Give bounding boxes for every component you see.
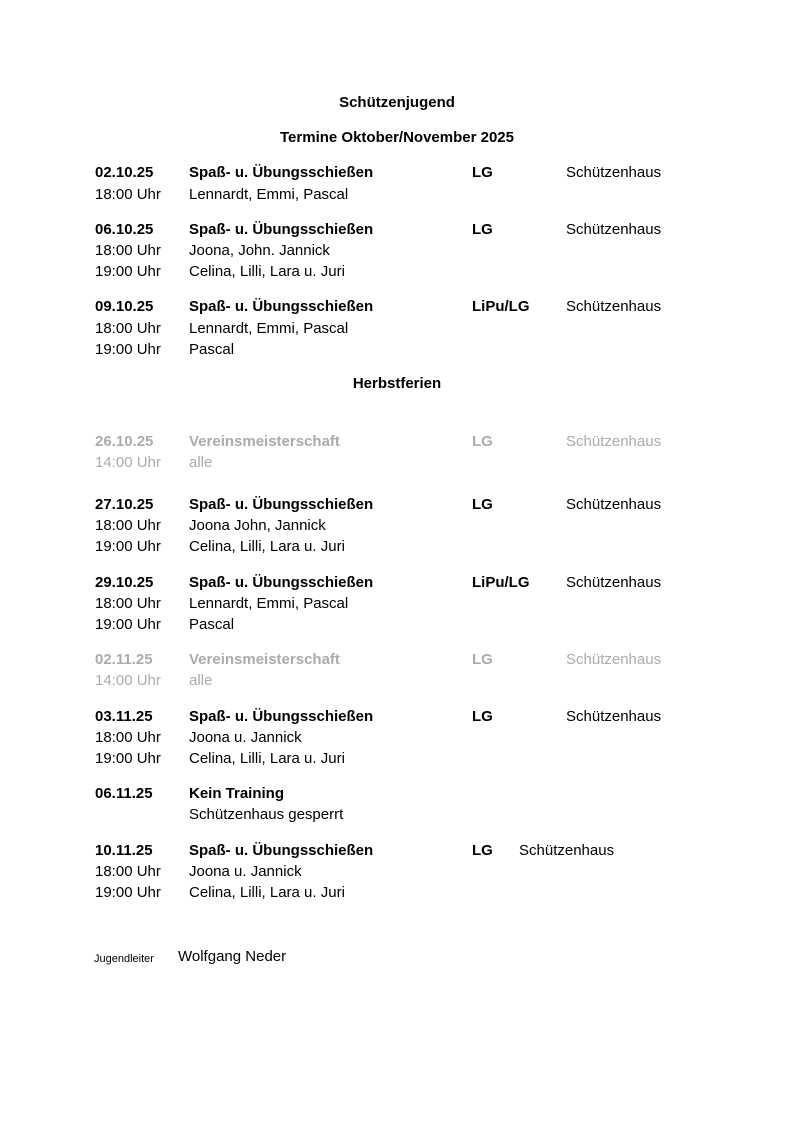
entry-type: LG <box>472 164 493 181</box>
entry-date: 26.10.25 <box>95 433 154 450</box>
entry-location: Schützenhaus <box>566 574 662 591</box>
entry-time: 19:00 Uhr <box>95 750 161 767</box>
entry-location: Schützenhaus <box>566 164 662 181</box>
entry-date: 02.11.25 <box>95 651 153 668</box>
holiday-heading: Herbstferien <box>352 375 442 392</box>
entry-names: Celina, Lilli, Lara u. Juri <box>189 750 345 767</box>
entry-location: Schützenhaus <box>566 433 662 450</box>
entry-event: Vereinsmeisterschaft <box>189 433 340 450</box>
footer-name: Wolfgang Neder <box>178 948 287 965</box>
entry-time: 18:00 Uhr <box>95 863 161 880</box>
entry-names: Joona John, Jannick <box>189 517 326 534</box>
entry-event: Vereinsmeisterschaft <box>189 651 340 668</box>
entry-type: LG <box>472 708 493 725</box>
entry-names: Celina, Lilli, Lara u. Juri <box>189 538 345 555</box>
entry-date: 06.11.25 <box>95 785 153 802</box>
entry-time: 18:00 Uhr <box>95 186 161 203</box>
entry-type: LG <box>472 433 493 450</box>
entry-names: alle <box>189 454 213 471</box>
entry-date: 27.10.25 <box>95 496 154 513</box>
entry-location: Schützenhaus <box>566 651 662 668</box>
entry-time: 14:00 Uhr <box>95 454 161 471</box>
entry-names: Joona u. Jannick <box>189 863 302 880</box>
entry-time: 14:00 Uhr <box>95 672 161 689</box>
entry-names: alle <box>189 672 213 689</box>
entry-names: Joona, John. Jannick <box>189 242 330 259</box>
entry-note: Schützenhaus gesperrt <box>189 806 344 823</box>
entry-names: Celina, Lilli, Lara u. Juri <box>189 263 345 280</box>
entry-time: 19:00 Uhr <box>95 341 161 358</box>
entry-time: 19:00 Uhr <box>95 884 161 901</box>
entry-type: LG <box>472 496 493 513</box>
entry-event: Spaß- u. Übungsschießen <box>189 708 374 725</box>
entry-type: LG <box>472 842 493 859</box>
entry-type: LiPu/LG <box>472 298 530 315</box>
entry-date: 10.11.25 <box>95 842 153 859</box>
entry-location: Schützenhaus <box>566 221 662 238</box>
entry-time: 18:00 Uhr <box>95 320 161 337</box>
entry-date: 02.10.25 <box>95 164 154 181</box>
entry-time: 19:00 Uhr <box>95 263 161 280</box>
entry-type: LG <box>472 221 493 238</box>
entry-date: 03.11.25 <box>95 708 153 725</box>
entry-time: 18:00 Uhr <box>95 517 161 534</box>
page-subtitle: Termine Oktober/November 2025 <box>280 129 514 146</box>
page-title: Schützenjugend <box>339 94 455 111</box>
footer-role: Jugendleiter <box>94 953 154 965</box>
entry-event: Kein Training <box>189 785 285 802</box>
entry-date: 29.10.25 <box>95 574 154 591</box>
entry-location: Schützenhaus <box>566 298 662 315</box>
entry-event: Spaß- u. Übungsschießen <box>189 574 374 591</box>
entry-names: Lennardt, Emmi, Pascal <box>189 320 349 337</box>
entry-location: Schützenhaus <box>519 842 615 859</box>
entry-event: Spaß- u. Übungsschießen <box>189 221 374 238</box>
entry-date: 06.10.25 <box>95 221 154 238</box>
entry-names: Lennardt, Emmi, Pascal <box>189 186 349 203</box>
entry-names: Celina, Lilli, Lara u. Juri <box>189 884 345 901</box>
entry-type: LG <box>472 651 493 668</box>
entry-time: 19:00 Uhr <box>95 538 161 555</box>
entry-event: Spaß- u. Übungsschießen <box>189 496 374 513</box>
entry-location: Schützenhaus <box>566 496 662 513</box>
entry-time: 18:00 Uhr <box>95 242 161 259</box>
entry-event: Spaß- u. Übungsschießen <box>189 298 374 315</box>
entry-names: Lennardt, Emmi, Pascal <box>189 595 349 612</box>
entry-names: Pascal <box>189 341 235 358</box>
entry-location: Schützenhaus <box>566 708 662 725</box>
entry-time: 19:00 Uhr <box>95 616 161 633</box>
entry-date: 09.10.25 <box>95 298 154 315</box>
entry-event: Spaß- u. Übungsschießen <box>189 842 374 859</box>
entry-event: Spaß- u. Übungsschießen <box>189 164 374 181</box>
entry-time: 18:00 Uhr <box>95 729 161 746</box>
entry-type: LiPu/LG <box>472 574 530 591</box>
entry-time: 18:00 Uhr <box>95 595 161 612</box>
entry-names: Pascal <box>189 616 235 633</box>
entry-names: Joona u. Jannick <box>189 729 302 746</box>
